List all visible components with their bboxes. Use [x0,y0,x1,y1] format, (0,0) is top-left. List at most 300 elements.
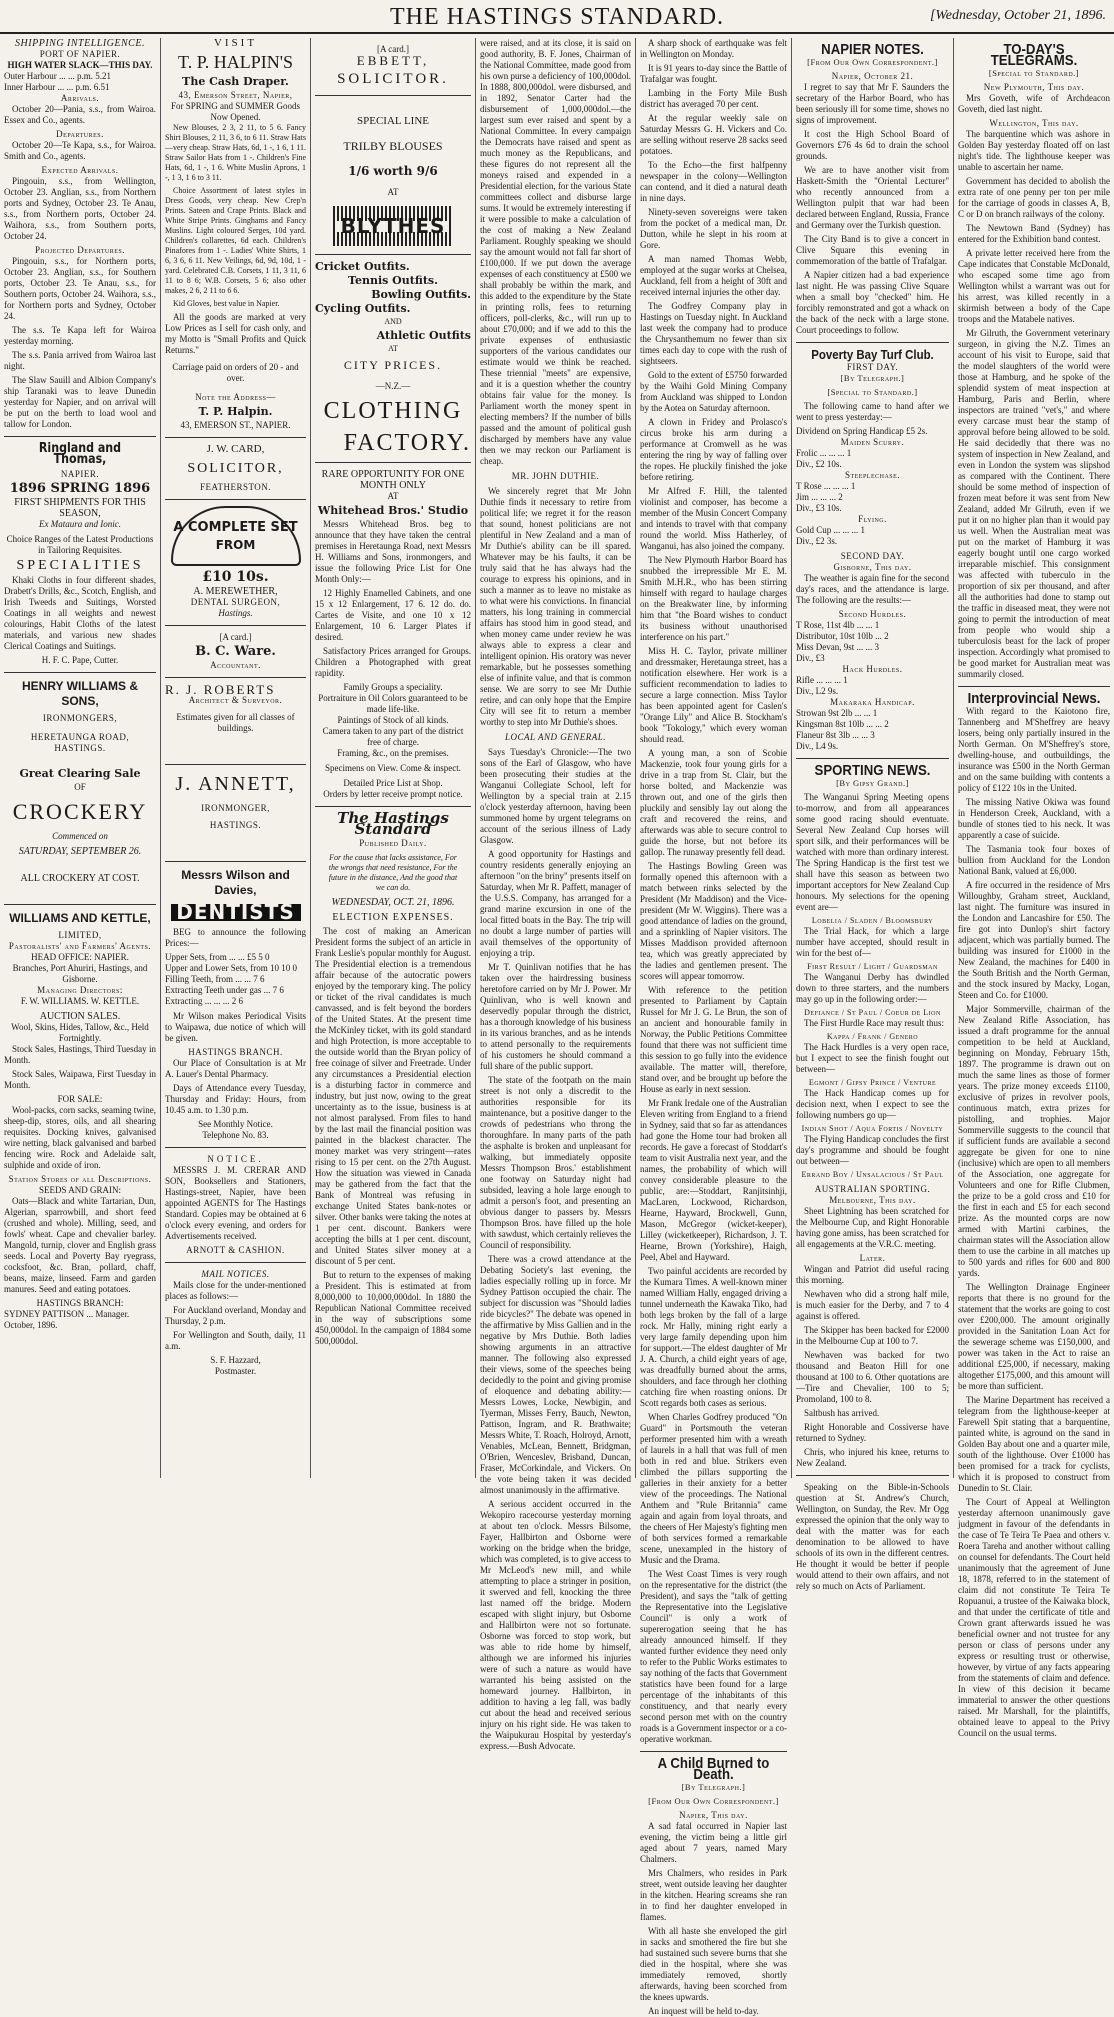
gipsy-grand: [By Gipsy Grand.] [836,778,909,788]
divider [165,861,306,862]
paper-title: The Hastings Standard [337,809,449,838]
turf-special: [Special to Standard.] [827,387,918,397]
dentists-intro: BEG to announce the following Prices:— [165,927,306,948]
and-label: AND [384,317,402,326]
sydney-pattison: SYDNEY PATTISON ... Manager. [4,1309,130,1319]
orders-by-letter: Orders by letter receive prompt notice. [323,789,463,799]
ware-name: B. C. Ware. [195,644,276,659]
picks-2: First Result / Light / Guardsman [807,962,938,971]
price-upper: Upper Sets, from ... ... £5 5 0 [165,952,270,962]
special-line: SPECIAL LINE [356,115,429,127]
dentists-banner: DENTISTS [171,904,301,921]
div-3: Div., £2 3s. [796,536,838,546]
annett-town: HASTINGS. [209,820,262,830]
detailed-price-list: Detailed Price List at Shop. [343,778,443,788]
ebbett-card: [A card.] [377,44,409,54]
inter-4: A fire occurred in the residence of Mrs Willoughby, Graham street, Auckland, last night. The furniture was insured in the London and Lancashire for £50. The fire got into Dunlop's shirt factory adjacent, which was partially burned. The building was insured for £1000 in the New Zealand, the machines for £400 in the South British and the North German, and the stock insured by Macky, Logan, Steen and Co. for £1000. [958,880,1110,1000]
local-item-2: A good opportunity for Hastings and country residents generally enjoying an afternoon "on the briny" presents itself on Saturday, when Mr R. Paffett, manager of the U.S.S. Company, has arranged for a grand marine excursion in one of the local fitted boats in the Bay. The trip will no doubt a large number of parties will avail themselves of the opportunity of enjoying a trip. [480,849,631,958]
column-5 [635,38,791,2016]
news-11: Mr Alfred F. Hill, the talented violinist and composer, has become a member of the Musin Concert Company and intends to travel with that company round the world. Miss Hatherley, of Wanganui, has also joined the company. [640,486,787,551]
newspaper-title: THE HASTINGS STANDARD. [389,4,725,30]
news-18: Two painful accidents are recorded by the Kumara Times. A well-known miner named William Hally, engaged driving a tunnel underneath the Kawaka Tiko, had both legs broken by the fall of a large rock. Mr Hally, mining right early a very large family depending upon him for support.—The eldest daughter of Mr J. A. Church, a child eight years of age, was dreadfully burned about the arms, shoulders, and face through her clothing catching fire when roasting onions. Dr Scott regards both cases as serious. [640,1266,787,1408]
divider [315,806,471,807]
divider [315,462,471,463]
shipping-news-3: The Slaw Sauill and Albion Company's ship Taranaki was to leave Dunedin yesterday for Napier, and on arrival will be put on the berth to load wool and tallow for London. [4,375,156,429]
news-1: A sharp shock of earthquake was felt in Wellington on Monday. [640,38,787,59]
arrivals-heading: Arrivals. [60,93,100,103]
ringland-town: NAPIER. [60,469,100,479]
news-14: A young man, a son of Scobie Mackenzie, took four young girls for a drive in a trap from St. Clair, but the horse bolted, and Mackenzie was thrown out, and one of the girls then pluckily and sensibly lay out along the craft and recovered the reins, and afterwards was able to secure control to guide the horse, but not before its gallop. The runaway presently fell dead. [640,748,787,857]
election-continued: were raised, and at its close, it is said on good authority, B. F. Jones, Chairman of the National Committee, made good from his own purse a deficiency of 100,000dol. In 1888, 800,000dol. were disbursed, and in 1892, Senator Carter had the disbursement of 1,000,000dol.—the largest sum ever raised and spent by a National Committee. In every campaign the Democrats have raised and spent as much money as the Republicans, and these figures do not represent all the moneys raised and expended in a Presidential election, for the various State committees collect and disburse large sums. It would be extremely interesting if it were possible to make a calculation of the cost of making a New Zealand Parliament. Roughly speaking we should say the amount would not fall far short of £100,000. If we put down the average expenses of each constituency at £500 we shall probably be within the mark, and this added to the expenditure by the State in printing rolls, fees to returning officers, poll-clerks, &c., will run up to about £70,000; and if we add to this the private expenses of enthusiastic supporters of the various candidates our estimate would we think be reached. These triennial "meets" are expensive, and it is a question whether the country obtains fair value for the money. Is Parliament worth the money spent in electing members? If the number of bills passed and the amount of political gush discharged by members have any value then we may reckon our Parliament is cheap. [480,38,631,466]
arnott-cashion: ARNOTT & CASHION. [186,1245,285,1255]
complete-set-banner [171,506,301,566]
news-5: To the Echo—the first halfpenny newspaper in the colony—Wellington can contend, and it died a natural death in nine days. [640,160,787,203]
turf-dividend: Dividend on Spring Handicap £5 2s. [796,426,928,436]
inter-7: The Marine Department has received a telegram from the lighthouse-keeper at Farewell Spit stating that a barquentine, painted white, is aground on the sand in Golden Bay about one and a quarter mile, south of the lighthouse. Over £1000 has been promised for a track for cyclists, which it is proposed to construct from Dunedin to St. Clair. [958,1395,1110,1493]
child-text-4: An inquest will be held to-day. [648,2006,759,2016]
outer-harbour: Outer Harbour ... ... p.m. 5.21 [4,71,111,81]
at-label-2: AT [388,344,398,353]
column-6 [791,38,953,1591]
aus-8: Chris, who injured his knee, returns to New Zealand. [796,1447,949,1468]
column-2 [160,38,310,1478]
seeds-heading: SEEDS AND GRAIN: [38,1185,121,1195]
merewether-name: A. MEREWETHER, [193,586,278,597]
station-stores: Station Stores of all Descriptions. [8,1174,152,1184]
div-2: Div., £3 10s. [796,503,842,513]
column-4 [475,38,635,1751]
ebbett-name: EBBETT, [356,53,430,68]
notes-2: It cost the High School Board of Governors £76 4s 6d to drain the school grounds. [796,129,949,161]
sport-1: The Wanganui Spring Meeting opens to-morrow, and from all appearances some good racing should eventuate. Several New Zealand Cup horses will sport silk, and their performances will be watched with more than ordinary interest. The Spring Handicap is the first test we shall have this season as between two important acceptors for New Zealand Cup honours. My selections for the opening event are— [796,792,949,912]
local-item-5: There was a crowd attendance at the Debating Society's last evening, the ladies especially rolling up in force. Mr Sydney Pattison occupied the chair. The subject for discussion was "Should ladies ride bicycles?" The debate was opened in the affirmative by Miss Gallien and in the negative by Mrs Duthie. Both ladies showing arguments in an attractive manner. The following also expressed their views, some of the speeches being decidedly to the point and giving promise of eloquence and debating ability:—Messrs Lowes, Locke, Newbigin, and Tyerman, Misses Ferry, Bauch, Newton, Pattison, Ingram, and R. Brathwaite; Messrs White, T. Roach, Holroyd, Arnott, Venables, McLean, Bennett, Bridgman, O'Brien, Wenceslev, Brisband, Duncan, Fraser, McCorkindale, and Vickers. On the vote being taken it was decided almost unanimously in the affirmative. [480,1254,631,1495]
child-dateline: Napier, This day. [679,1810,748,1820]
later-label: Later. [859,1253,886,1263]
duthie-text: We sincerely regret that Mr John Duthie finds it necessary to retire from political life; we regret it for the reason that sound, honest politicians are not plentiful in New Zealand and a man of Mr Duthie's ability can be ill spared. Whatever may be his faults, it can be truly said that he has always had the courage to express his opinions, and in such a manner as to leave no mistake as to what were his convictions. In financial matters, his long training in commercial affairs has stood him in good stead, and when money came under review he was always able to express a clear and intelligent opinion. His oratory was never remarkable, but he possesses something else of infinite value, and that is common sense. We are sorry to see Mr Duthie retire, and can only hope that the Empire City will see fit to return a member worthy to step into Mr Duthie's shoes. [480,486,631,727]
wellington-dateline: Wellington, This day. [989,118,1079,128]
annett-trade: IRONMONGER, [201,803,270,813]
from-text: FROM [215,538,256,552]
notice-heading: NOTICE. [207,1154,264,1164]
div-1: Div., £2 10s. [796,459,842,469]
picks-5: Egmont / Gipsy Prince / Venture [808,1078,937,1087]
card-solicitor: SOLICITOR, [187,461,284,476]
seeds-text: Oats—Black and white Tartarian, Dun, Algerian, sparrowbill, and short feed (crushed and whole). Milling, seed, and fowls' wheat. Cape and chevalier barley. Mangold, turnip, clover and English grass seeds. Local and Poverty Bay ryegrass, cocksfoot, &c. Bran, pollard, chaff, beans, maize, linseed. Farm and garden manures. Seed and eating potatoes. [4,1196,156,1294]
williams-kettle-heading: WILLIAMS AND KETTLE, [9,911,151,925]
wk-limited: LIMITED, [58,930,102,940]
card-town: FEATHERSTON. [199,482,272,492]
halpin-sign: T. P. Halpin. [198,405,273,418]
notes-dateline: Napier, October 21. [831,71,914,81]
shipping-heading: SHIPPING INTELLIGENCE. [15,38,145,49]
child-burned-heading: A Child Burned to Death. [657,1755,770,1783]
duthie-heading: MR. JOHN DUTHIE. [511,471,600,481]
child-text-2: Mrs Chalmers, who resides in Park street, went outside leaving her daughter in the kitchen. Hearing screams she ran in to find her daughter enveloped in flames. [640,1868,787,1922]
departures-heading: Departures. [56,129,104,139]
paper-dateline: WEDNESDAY, OCT. 21, 1896. [331,897,455,908]
at-label-3: AT [387,491,399,501]
pape-cutter: H. F. C. Pape, Cutter. [41,655,119,665]
divider [165,437,306,438]
napier-notes-heading: NAPIER NOTES. [821,41,924,58]
local-general-heading: LOCAL AND GENERAL. [505,732,606,742]
hazard-name: S. F. Hazzard, [210,1355,261,1365]
picks-6: Indian Shot / Aqua Fortis / Novelty [801,1124,944,1133]
shipping-news-1: The s.s. Te Kapa left for Wairoa yesterday morning. [4,325,156,346]
news-15: The Hastings Bowling Green was formally opened this afternoon with a match between rinks selected by the President (Mr Maddison) and the Vice-president (Mr W. Wiggins). There was a good attendance of ladies on the ground, and a sprinkling of Napier visitors. The Misses Maddison provided afternoon tea, which was greatly appreciated by the ladies and gentlemen present. The scores will appear tomorrow. [640,861,787,981]
sport-2: The Trial Hack, for which a large number have accepted, should result in win for the best of— [796,926,949,958]
aus-3: Newhaven who did a strong half mile, is much easier for the Derby, and 7 to 4 against is offered. [796,1289,949,1321]
picks-4: Kappa / Frank / Genero [826,1032,919,1041]
local-item-3: Mr T. Quinlivan notifies that he has taken over the hairdressing business heretofore carried on by Mr J. Power. Mr Quinlivan, who is well known and deservedly popular through the district, has a thorough knowledge of his business in its various branches, and as he intends to attend personally to the requirements of his customers he should command a full share of the public support. [480,962,631,1071]
great-sale-heading: Great Clearing Sale [19,767,141,780]
choice-ranges: Choice Ranges of the Latest Productions in Tailoring Requisites. [6,534,154,555]
picks-1: Lobelia / Sladen / Bloomsbury [811,916,934,925]
result-distributor: Distributor, 10st 10lb ... 2 [796,631,889,641]
election-heading: ELECTION EXPENSES. [332,912,454,923]
notes-1: I regret to say that Mr F. Saunders the secretary of the Harbor Board, who has been seriously ill for some time, shows no signs of improvement. [796,82,949,125]
bowling-outfits: Bowling Outfits. [371,288,471,301]
saturday-date: SATURDAY, SEPTEMBER 26. [18,846,142,857]
news-10: A clown in Fridey and Prolasco's circus broke his arm during a performance at Cromwell as he was entering the ring by way of falling over the ropes. He pluckily finished the joke before retiring. [640,417,787,482]
divider [165,764,306,765]
visit-label: VISIT [213,37,258,49]
of-label: OF [74,782,86,792]
wk-md: Managing Directors: [37,985,123,995]
aus-7: Right Honorable and Cossiverse have returned to Sydney. [796,1422,949,1443]
news-9: Gold to the extent of £5750 forwarded by the Waihi Gold Mining Company from Auckland was shipped to London by the Aotea on Saturday afternoon. [640,370,787,413]
mail-wellington: For Wellington and South, daily, 11 a.m. [165,1330,306,1351]
note-address: Note the Address— [195,392,276,402]
roberts-estimates: Estimates given for all classes of buildings. [176,712,295,733]
aus-2: Wingan and Patriot did useful racing this morning. [796,1264,949,1285]
sport-6: The Hack Handicap comes up for decision next, when I expect to see the following numbers go up— [796,1088,949,1120]
hack-hurdles: Hack Hurdles. [842,664,903,674]
result-jim: Jim ... ... ... 2 [796,492,843,502]
div-4: Div., £3 [796,653,825,663]
divider [958,686,1110,687]
ringland-heading: Ringland and Thomas, [38,441,122,467]
child-text-1: A sad fatal occurred in Napier last evening, the victim being a little girl aged about 7 years, named Mary Chalmers. [640,1821,787,1864]
for-sale-heading: FOR SALE: [57,1094,103,1104]
city-prices: CITY PRICES. [343,358,443,372]
shipping-news-2: The s.s. Pania arrived from Wairoa last night. [4,350,156,371]
turf-by-telegraph: [By Telegraph.] [840,373,905,383]
column-3 [310,38,475,1478]
published-daily: Published Daily. [359,838,427,848]
notice-text: MESSRS J. M. CRERAR AND SON, Booksellers and Stationers, Hastings-street, Napier, have been appointed AGENTS for The Hastings Standard. Copies may be obtained at 6 o'clock every evening, and orders for Advertisements received. [165,1165,306,1241]
issue-date: [Wednesday, October 21, 1896. [929,8,1106,23]
divider [4,904,156,905]
camera: Camera taken to any part of the district free of charge. [322,726,464,747]
ware-card: [A card.] [219,632,252,642]
news-16: With reference to the petition presented to Parliament by Captain Russel for Mr J. G. Le Brun, the son of an ancient and honourable family in Norway, the Public Petitions Committee found that there was not sufficient time this session to go fully into the evidence available. The matter will, therefore, stand over, and be brought up before the House as early in next session. [640,985,787,1094]
inter-6: The Wellington Drainage Engineer reports that there is no ground for the statement that the works are going to cost over £200,000. The amount originally provided in the Sanitation Loan Act for the sewerage scheme was £150,000, and power was taken in the Act to raise an additional £25,000, if necessary, making altogether £175,000, and this amount will be more than sufficient. [958,1282,1110,1391]
arrivals-text: October 20—Pania, s.s., from Wairoa. Essex and Co., agents. [4,104,156,125]
masthead [0,0,1114,34]
divider [165,1147,306,1148]
result-flaneur: Flaneur 8st 3lb ... ... 3 [796,730,875,740]
postmaster-label: Postmaster. [214,1366,257,1376]
paintings: Paintings of Stock of all kinds. [337,715,449,725]
notes-3: We are to have another visit from Haskett-Smith the "Oriental Lecturer" who recently announced from a Wellington pulpit that war had been declared between England, Russia, France and Germany over the Turkish question. [796,165,949,230]
news-13: Miss H. C. Taylor, private milliner and dressmaker, Heretaunga street, has a notification elsewhere. Her work is a sufficient recommendation to ladies to secure a large connection. Miss Taylor has been appointed agent for Caslen's "Orange Lily" and Alice B. Stockham's book "Tokology," which every woman should read. [640,646,787,744]
mail-text: Mails close for the under-mentioned places as follows:— [165,1280,306,1301]
specialities-heading: SPECIALITIES [16,558,144,573]
rare-opportunity: RARE OPPORTUNITY FOR ONE MONTH ONLY [321,469,465,491]
inter-8: The Court of Appeal at Wellington yesterday afternoon unanimously gave judgment in favour of the defendants in the case of Te Teira Te Paea and others v. Roera Tareha and another without calling on counsel for defendants. The Court held unanimously that the agreement of June 18, 1878, referred to in the statement of claim did not constitute Te Teira Te Ropuanui, a trustee of the Kaiwaka block, and that under the certificate of title and Crown grant afterwards issued he was beneficial owner and not trustee for any person or class of persons under any express or resulting trust or otherwise, however, by virtue of any facts appearing from the statements of claim and defence. In view of this decision it became immaterial to answer the other questions raised. Mr Marshall, for the plaintiffs, obtained leave to appeal to the Privy Council on the usual terms. [958,1497,1110,1738]
interprovincial-heading: Interprovincial News. [967,690,1101,707]
october-1896: October, 1896. [4,1320,58,1330]
news-19: When Charles Godfrey produced "On Guard" in Portsmouth the veteran performer presented him with a wreath of laurels in a hall that was full of men both in red and blue. Strikers even climbed the pillars supporting the galleries in their anxiety for a better view of the proceedings. The National Anthem and "Rule Britannia" came again and again from loyal throats, and the cheers of Her Majesty's fighting men of both services formed a remarkable scene, unexampled in the history of Music and the Drama. [640,1412,787,1565]
divider [796,758,949,759]
first-shipments: FIRST SHIPMENTS FOR THIS SEASON, [14,497,146,519]
hastings-branch: HASTINGS BRANCH: [36,1298,124,1308]
kid-gloves: Kid Gloves, best value in Napier. [173,299,280,308]
news-20: The West Coast Times is very rough on the representative for the district (the President), and says the "talk of getting the Representative into the Legislative Council" is only a work of supererogation seeing that he has already announced himself. If they wanted further evidence they need only to refer to the Public Works estimates to say nothing of the facts that Government statistics have been found for a large percentage of the inhabitants of this constituency, and that nearly every second person met with on the country roads is a Government inspector or a co-operative workman. [640,1569,787,1744]
wk-names: F. W. WILLIAMS. W. KETTLE. [20,996,140,1006]
maiden-scurry: Maiden Scurry. [840,437,905,447]
np-text: Mrs Goveth, wife of Archdeacon Goveth, died last night. [958,93,1110,114]
wilson-davies-heading: Messrs Wilson and Davies, [181,868,290,897]
divider [4,672,156,673]
henry-williams-heading: HENRY WILLIAMS & SONS, [22,679,138,708]
news-12: The New Plymouth Harbor Board has snubbed the irrepressible Mr E. M. Smith M.H.R., who has been stirring himself with regard to haulage charges on the Breakwater line, by informing him that "the Board wishes to conduct its business without unauthorised interference on his part." [640,555,787,642]
wk-head-office: HEAD OFFICE: NAPIER. [31,952,129,962]
telegrams-heading: TO-DAY'S TELEGRAMS. [990,41,1078,69]
ware-accountant: Accountant. [210,660,261,670]
specialities-text: Khaki Cloths in four different shades, Drabett's Drills, &c., Scotch, English, and Irish Tweeds and Suitings, Worsted Coatings in all weights and newest colourings, Habit Cloths of the latest materials, and various new shades Clerical Coatings and Suitings. [4,575,156,651]
sport-7: The Flying Handicap concludes the first day's programme and should be fought out between— [796,1134,949,1166]
divider [4,436,156,437]
dental-surgeon: DENTAL SURGEON, [190,597,281,607]
result-trose-2: T Rose, 11st 4lb ... ... 1 [796,620,880,630]
flying: Flying. [858,514,887,524]
news-7: A man named Thomas Webb, employed at the sugar works at Chelsea, Auckland, fell from a height of 30ft and received internal injuries the other day. [640,254,787,297]
blythes-logo [333,206,453,246]
result-strowan: Strowan 9st 2lb ... ... 1 [796,708,878,718]
stock-sales-waipawa: Stock Sales, Waipawa, First Tuesday in Month. [4,1069,156,1090]
news-3: Lambing in the Forty Mile Bush district has averaged 70 per cent. [640,88,787,109]
telegram-2: Government has decided to abolish the extra rate of one penny per ton per mile for the carriage of goods in classes A, B, C or D on branch railways of the colony. [958,176,1110,219]
result-kingsman: Kingsman 8st 10lb ... ... 2 [796,719,889,729]
australian-sporting: AUSTRALIAN SPORTING. [814,1184,931,1194]
telegram-1: The barquentine which was ashore in Golden Bay yesterday floated off on last night's tide. The lighthouse keeper was unable to ascertain her name. [958,129,1110,172]
whitehead-list: 12 Highly Enamelled Cabinets, and one 15 x 12 Enlargement, 17 6. 12 do. do. Cartes de Visite, and one 10 x 12 Enlargement, 10 6. Larger Plates if desired. [315,588,471,642]
spring-heading: 1896 SPRING 1896 [9,481,151,496]
turf-following: The following came to hand after we went to press yesterday:— [796,401,949,422]
result-goldcup: Gold Cup ... ... ... 1 [796,525,866,535]
aus-4: The Skipper has been backed for £2000 in the Melbourne Cup at 100 to 7. [796,1325,949,1346]
expected-heading: Expected Arrivals. [41,165,119,175]
wk-branches: Branches, Port Ahuriri, Hastings, and Gisborne. [12,963,148,984]
carriage-paid: Carriage paid on orders of 20 - and over. [172,362,299,383]
commenced-label: Commenced on [52,831,108,841]
auction-items: Wool, Skins, Hides, Tallow, &c., Held Fortnightly. [11,1022,149,1043]
clothing-heading: CLOTHING [323,398,463,424]
picks-7: Errand Boy / Unsalacious / St Paul [801,1170,944,1179]
consultation: Our Place of Consultation is at Mr A. Lauer's Dental Pharmacy. [165,1058,306,1079]
price-extracting: Extracting ... ... ... 2 6 [165,996,243,1006]
ex-ships: Ex Mataura and Ionic. [39,519,121,529]
whitehead-text: Messrs Whitehead Bros. beg to announce that they have taken the central premises in Heretaunga Road, next Messrs H. Williams and Sons, ironmongers, and issue the following Price List for One Month Only:— [315,519,471,584]
gisborne-dateline: Gisborne, This day. [833,562,912,572]
auction-heading: AUCTION SALES. [39,1011,121,1022]
news-2: It is 91 years to-day since the Battle of Trafalgar was fought. [640,63,787,84]
halpin-items: New Blouses, 2 3, 2 11, to 5 6. Fancy Shirt Blouses, 2 11, 3 6, to 6 11. Straw Hats—very cheap. Straw Hats, 6d, 1 -, 1 6, 1 11. Straw Sailor Hats from 1 -. Children's Fine Hats, 6d, 1 -, 1 6. White Muslin Aprons, 1 -, 1 3, 1 6 to 3 11. [165,123,306,182]
annett-name: J. ANNETT, [175,773,296,795]
wk-agents: Pastoralists' and Farmers' Agents. [8,941,152,951]
column-7 [953,38,1114,1738]
trilby-price: 1/6 worth 9/6 [348,164,438,178]
projected-text: Pingouin, s.s., for Northern ports, October 23. Anglian, s.s., for Southern ports, October 23. Te Anau, s.s., for Southern ports, October 24. Waihora, s.s., for Northern ports and Sydney, October 24. [4,256,156,321]
paper-motto: For the cause that lacks assistance, For the wrongs that need resistance, For the future in the distance, And the good that we can do. [328,853,458,892]
roberts-name: R. J. ROBERTS [165,682,276,697]
halpin-address: 43, Emerson Street, Napier, [178,90,293,100]
news-17: Mr Frank Iredale one of the Australian Eleven writing from England to a friend in Sydney, said that so far as attendances had gone the Home tour had broken all records. He gave a forecast of Stoddart's team to visit Australia next year, and the names, the probability of which will convey considerable pleasure to the public, are:—Stoddart, Ranjitsinhji, MacLaren, Lockwood, Richardson, Hearne, Hayward, Brockwell, Gunn, Mason, McGregor (wicket-keeper), Lilley (wicketkeeper), Richardson, J. T. Hearne, Brown (Yorkshire), Haigh, Peel, Abel and Hayward. [640,1098,787,1262]
expected-text: Pingouin, s.s., from Wellington, October 23. Anglian, s.s., from Northern ports and Sydney, October 23. Te Anau, s.s., from Northern ports, October 24. Waihora, s.s., from Southern ports, October 24. [4,176,156,241]
all-crockery: ALL CROCKERY AT COST. [20,873,140,884]
halpin-address-2: 43, EMERSON ST., NAPIER. [180,420,291,430]
aus-1: Sheet Lightning has been scratched for the Melbourne Cup, and Right Honorable having gone amiss, has been scratched for all engagements at the V.R.C. meeting. [796,1206,949,1249]
heretaunga-road: HERETAUNGA ROAD, HASTINGS. [30,732,130,753]
inter-2: The missing Native Okiwa was found in Henderson Creek, Auckland, with a bundle of stones tied to his neck. It was apparently a case of suicide. [958,797,1110,840]
sport-3: The Wanganui Derby has dwindled down to three starters, and the numbers may go up in the following order:— [796,972,949,1004]
news-6: Ninety-seven sovereigns were taken from the pocket of a medical man, Dr. Dutton, while he slept in his room at Gore. [640,207,787,250]
divider [796,1475,949,1476]
telegram-4: A private letter received here from the Cape indicates that Constable McDonald, who escaped some time ago from Wellington whilst a warrant was out for his arrest, was killed recently in a skirmish between a body of the Cape troops and the Matabele natives. [958,248,1110,324]
child-text-3: With all haste she enveloped the girl in sacks and smothered the fire but she had sustained such severe burns that she died in the hospital, where she was immediately removed, shortly afterwards, having been scorched from the knees upwards. [640,1926,787,2002]
result-trose: T Rose ... ... ... 1 [796,481,856,491]
monthly-notice: See Monthly Notice. [198,1119,273,1129]
sport-5: The Hack Hurdles is a very open race, but I expect to see the finish fought out between— [796,1042,949,1074]
factory-heading: FACTORY. [343,430,471,456]
departures-text: October 20—Te Kapa, s.s., for Wairoa. Smith and Co., agents. [4,140,156,161]
result-miss-devan: Miss Devan, 9st ... ... 3 [796,642,879,652]
tennis-outfits: Tennis Outfits. [348,274,438,287]
high-water-heading: HIGH WATER SLACK—THIS DAY. [7,60,153,70]
divider [165,677,306,678]
ironmongers-label: IRONMONGERS, [42,713,118,723]
wilson-visits: Mr Wilson makes Periodical Visits to Waipawa, due notice of which will be given. [165,1011,306,1043]
column-1 [0,38,160,1478]
local-item-1: Says Tuesday's Chronicle:—The two sons of the Earl of Glasgow, who have been prosecuting their studies at the Wanganui Collegiate School, left for Wellington by a special train at 2.15 o'clock yesterday afternoon, having been summoned home by urgent telegrams on account of the serious illness of Lady Glasgow. [480,747,631,845]
card-name: J. W. CARD, [206,443,265,455]
divider [640,1751,787,1752]
divider [165,499,306,500]
div-5: Div., L2 9s. [796,686,839,696]
cash-draper: The Cash Draper. [182,75,289,88]
child-by-telegraph: [By Telegraph.] [681,1782,746,1792]
merewether-town: Hastings. [218,608,253,618]
inter-5: Major Sommerville, chairman of the New Zealand Rifle Association, has issued a draft programme for the annual competition to be held at Auckland, beginning on Monday, February 15th, 1897. The programme is drawn out on much the same lines as those of former years. The prize money exceeds £1100, exclusive of prizes in revolver pools, continuous match, extra prizes for pistolling, and trophies. Major Sommerville suggests to the council that if sufficient funds are available a second aggregate be given for one to nine (inclusive) which are open to all members of the Association, one aggregate for Volunteers and one for Rifle Clubmen, the prize to be a gold cross and £10 for the first in each and £5 for each second prize. As the mounted corps are now armed with Martini carbines, the chairman states will the Association allow them to use the carbine in all matches up to 500 yards and rifles for 600 and 800 yards. [958,1004,1110,1278]
divider [315,95,471,96]
inter-3: The Tasmania took four boxes of bullion from Auckland for the London National Bank, valued at £6,000. [958,844,1110,876]
divider [165,625,306,626]
divider [796,342,949,343]
inner-harbour: Inner Harbour ... ... p.m. 6.51 [4,82,110,92]
attendance-days: Days of Attendance every Tuesday, Thursday and Friday: Hours, from 10.45 a.m. to 1.30 p.m. [165,1083,306,1115]
sporting-news-heading: SPORTING NEWS. [814,762,931,779]
stock-sales-hastings: Stock Sales, Hastings, Third Tuesday in Month. [4,1044,156,1065]
local-item-4: The state of the footpath on the main street is not only a discredit to the authorities responsible for its maintenance, but a positive danger to the crowds of pedestrians who throng the thoroughfare. In many parts of the path the asphalte is broken and unpleasant for walking, but immediately opposite Messrs Thompson Bros.' establishment one footway on Saturday night had subsided, leaving a hole large enough to admit a person's foot, and presenting an obvious danger to passers by. Messrs Thompson Bros. have filled up the hole with sawdust, which certainly relieves the Council of responsibility. [480,1075,631,1250]
div-6: Div., L4 9s. [796,741,839,751]
notes-5: A Napier citizen had a bad experience last night. He was passing Clive Square when a small boy "checked" him. He forcibly remonstrated and got a whack on the back of the neck with a large stone. Court proceedings to follow. [796,270,949,335]
portraiture: Portraiture in Oil Colors guaranteed to be made life-like. [318,693,468,714]
bible-in-schools: Speaking on the Bible-in-Schools question at St. Andrew's Church, Wellington, on Sunday, the Rev. Mr Ogg expressed the opinion that the only way to deal with the matter was for each denomination to be allowed to have schools of its own in the different centres. He thought it would be better if people would attend to their own affairs, and not rely so much on Acts of Parliament. [796,1482,949,1591]
cricket-outfits: Cricket Outfits. [315,260,410,273]
roberts-title: Architect & Surveyor. [188,695,283,705]
telegrams-special: [Special to Standard.] [988,68,1080,78]
halpin-heading: T. P. HALPIN'S [178,52,293,72]
turf-club-heading: Poverty Bay Turf Club. [811,347,934,362]
result-frolic: Frolic ... ... ... 1 [796,448,852,458]
steeplechase: Steeplechase. [844,470,901,480]
inter-1: With regard to the Kaiotono fire, Tannenberg and M'Sheffrey are heavy losers, being only partially insured in the North German. On M'Sheffrey's store, dwelling-house, and outbuildings, the insurance was £500 in the North German and on the same building with contents a policy of £122 10s in the United. [958,706,1110,793]
sport-4: The First Hurdle Race may result thus: [804,1018,944,1028]
dental-price: £10 10s. [202,569,269,585]
election-text-2: But to return to the expenses of making a President. This is estimated at from 8,000,000 to 10,000,000dol. In 1880 the Republican National Committee received in the way of subscriptions some 450,000dol. In the campaign of 1884 some 500,000dol. [315,1270,471,1346]
trilby-blouses: TRILBY BLOUSES [343,139,443,153]
local-item-6: A serious accident occurred in the Wekopiro racecourse yesterday morning at about ten o'clock. Messrs Bilsome, Fayer, Hallbirton and Osborne were working on the bridge when the bridge, which was completed, is to give access to Mr McLeod's new mill, and while attempting to place a stringer in position, it swerved and fell, knocking the three last named off the bridge. Modern escaped with slight injury, but Osborne and Hallbirton were not so fortunate. Osborne was forced to stop work, but was able to ride home by himself, although we are informed his injuries were of such a nature as would have warranted his being assisted on the homeward journey. Hallbirton, in addition to having a leg fall, was badly cut about the head and received serious injury on his right side. He was taken to the Waipukurau Hospital by yesterday's express.—Bush Advocate. [480,1499,631,1751]
melbourne-dateline: Melbourne, This day. [829,1195,916,1205]
mail-auckland: For Auckland overland, Monday and Thursday, 2 p.m. [165,1305,306,1326]
telegram-5: Mr Gilruth, the Government veterinary surgeon, in giving the N.Z. Times an account of his visit to Europe, said that the model slaughters of the world were those at Hamburg, and he spoke of the splendid system of meat inspection at Hamburg, Paris and Berlin, where inspectors are trained "vet's," and where every carcase must bear the stamp of approval before being allowed to be sold. He said decidedly that there was no system of inspection in New Zealand, and even in London the system was slipshod as compared with the Continent. There should be some method of inspection of frozen meat before it was sent from New Zealand, added Mr Gilruth, even if we put it on no higher plan than it would pay us well. When the Australian meat was put on the market of Hamburg it was eagerly bought until one cargo worked irreparable mischief. This consignment was affected with tuberculo in the proportion of six per thousand, and after all the authorities had done to stamp out the traffic in diseased meat, they were not going to permit the introduction of meat from people who would ship a tuberculosis beast for the lack of proper inspection. Accordingly what promised to be good market for Australian meat was summarily closed. [958,328,1110,679]
telegram-3: The Newtown Band (Sydney) has entered for the Exhibition band contest. [958,223,1110,244]
divider [315,254,471,255]
new-plymouth-dateline: New Plymouth, This day. [983,82,1085,92]
divider [165,1262,306,1263]
blythes-logo-text: BLYTHES [337,221,450,232]
nz-label: —N.Z.— [375,381,411,391]
athletic-outfits: Athletic Outfits [376,329,471,342]
election-text-1: The cost of making an American President forms the subject of an article in Frank Leslie's popular monthly for August. The Presidential election is a tremendous affair because of the autocratic powers enjoyed by the temporary king. The policy or ticket of the rival candidates is much canvassed, and is felt beyond the borders of the United States. At the present time the McKinley ticket, with its gold standard and high Protection, is more acceptable to the outside world than the Bryan policy of free coinage of silver and Freetrade. Under any circumstances a Presidential election is a disturbing factor in commerce and industry, but just now, owing to the great uncertainty as to the issue, business is at not almost paralysed. From files to hand by the last mail the financial position was painted in the blackest character. The money market was very stringent—rates rising to 15 per cent. on the 27th August. How the situation was viewed in Canada may be gathered from the fact that the Bank of Montreal was refusing in exchange United States bank-notes or silver. Other banks were taking the notes at 1 per cent. discount. Bankers were accepting the bills at 1 per cent. discount, and United States silver money at a discount of 5 per cent. [315,926,471,1266]
port-heading: PORT OF NAPIER. [39,49,121,59]
result-rifle: Rifle ... ... ... 1 [796,675,848,685]
makaraka-handicap: Makaraka Handicap. [830,697,915,707]
first-day-heading: FIRST DAY. [846,362,899,372]
second-hurdles: Second Hurdles. [838,609,907,619]
price-extracting-gas: Extracting Teeth under gas ... 7 6 [165,985,284,995]
halpin-spring: For SPRING and SUMMER Goods Now Opened. [170,101,301,122]
child-correspondent: [From Our Own Correspondent.] [648,1796,779,1806]
crockery-heading: CROCKERY [12,799,148,824]
for-sale-text: Wool-packs, corn sacks, seaming twine, sheep-dip, stores, oils, and all shearing requisites. Docking knives, galvanised wire netting, black galvanised and barbed fencing wire. Rock and Adelaide salt, sulphide and oxide of iron. [4,1105,156,1170]
whitehead-heading: Whitehead Bros.' Studio [317,504,469,517]
projected-heading: Projected Departures. [35,245,125,255]
framing: Framing, &c., on the premises. [337,748,449,758]
second-day-weather: The weather is again fine for the second day's races, and the attendance is large. The following are the results:— [796,573,949,605]
telephone: Telephone No. 83. [202,1130,269,1140]
aus-6: Saltbush has arrived. [804,1408,880,1418]
at-label: AT [387,187,399,197]
news-8: The Godfrey Company play in Hastings on Tuesday night. In Auckland last week the company had to produce the Chrysanthemum no fewer than six times each day to cope with the rush of sightseers. [640,301,787,366]
notes-4: The City Band is to give a concert in Clive Square this evening in commemoration of the battle of Trafalgar. [796,234,949,266]
family-groups: Family Groups a speciality. [343,682,443,692]
ebbett-solicitor: SOLICITOR. [337,71,449,87]
complete-set-text: A COMPLETE SET [173,520,298,535]
price-filling: Filling Teeth, from ... ... 7 6 [165,974,265,984]
cycling-outfits: Cycling Outfits. [315,302,411,315]
news-4: At the regular weekly sale on Saturday Messrs G. H. Vickers and Co. are selling without reserve 28 sacks seed potatoes. [640,113,787,156]
specimens: Specimens on View. Come & inspect. [325,763,461,773]
aus-5: Newhaven was backed for two thousand and Beaton Hill for one thousand at 100 to 6. Other quotations are—Tire and Chevalier, 100 to 5; Promoland, 100 to 8. [796,1350,949,1404]
second-day-heading: SECOND DAY. [840,551,905,561]
mail-notices-heading: MAIL NOTICES. [201,1269,270,1279]
all-goods: All the goods are marked at very Low Prices as I sell for cash only, and my Motto is "Small Profits and Quick Returns." [165,312,306,355]
picks-3: Defiance / St Paul / Coeur de Lion [804,1008,941,1017]
halpin-choice: Choice Assortment of latest styles in Dress Goods, very cheap. New Crep'n Prints. Sateen and Crape Prints. Black and White Stripe Prints. Ginghams and Fancy Muslins. Light coloured Serges, 10d yard. Children's collarettes, 6d each. Children's Pinafores from 1 -. Ladies' White Shirts, 1 6, 3 6, 6 11. New Veilings, 6d, 9d, 10d, 1 - yard. Celebrated C.B. Corsets, 1 11, 3 11, 6 11 to 8 6; W.B. Corsets, 5 6; also other makes, 2 6, 2 11 to 6 6. [165,186,306,295]
